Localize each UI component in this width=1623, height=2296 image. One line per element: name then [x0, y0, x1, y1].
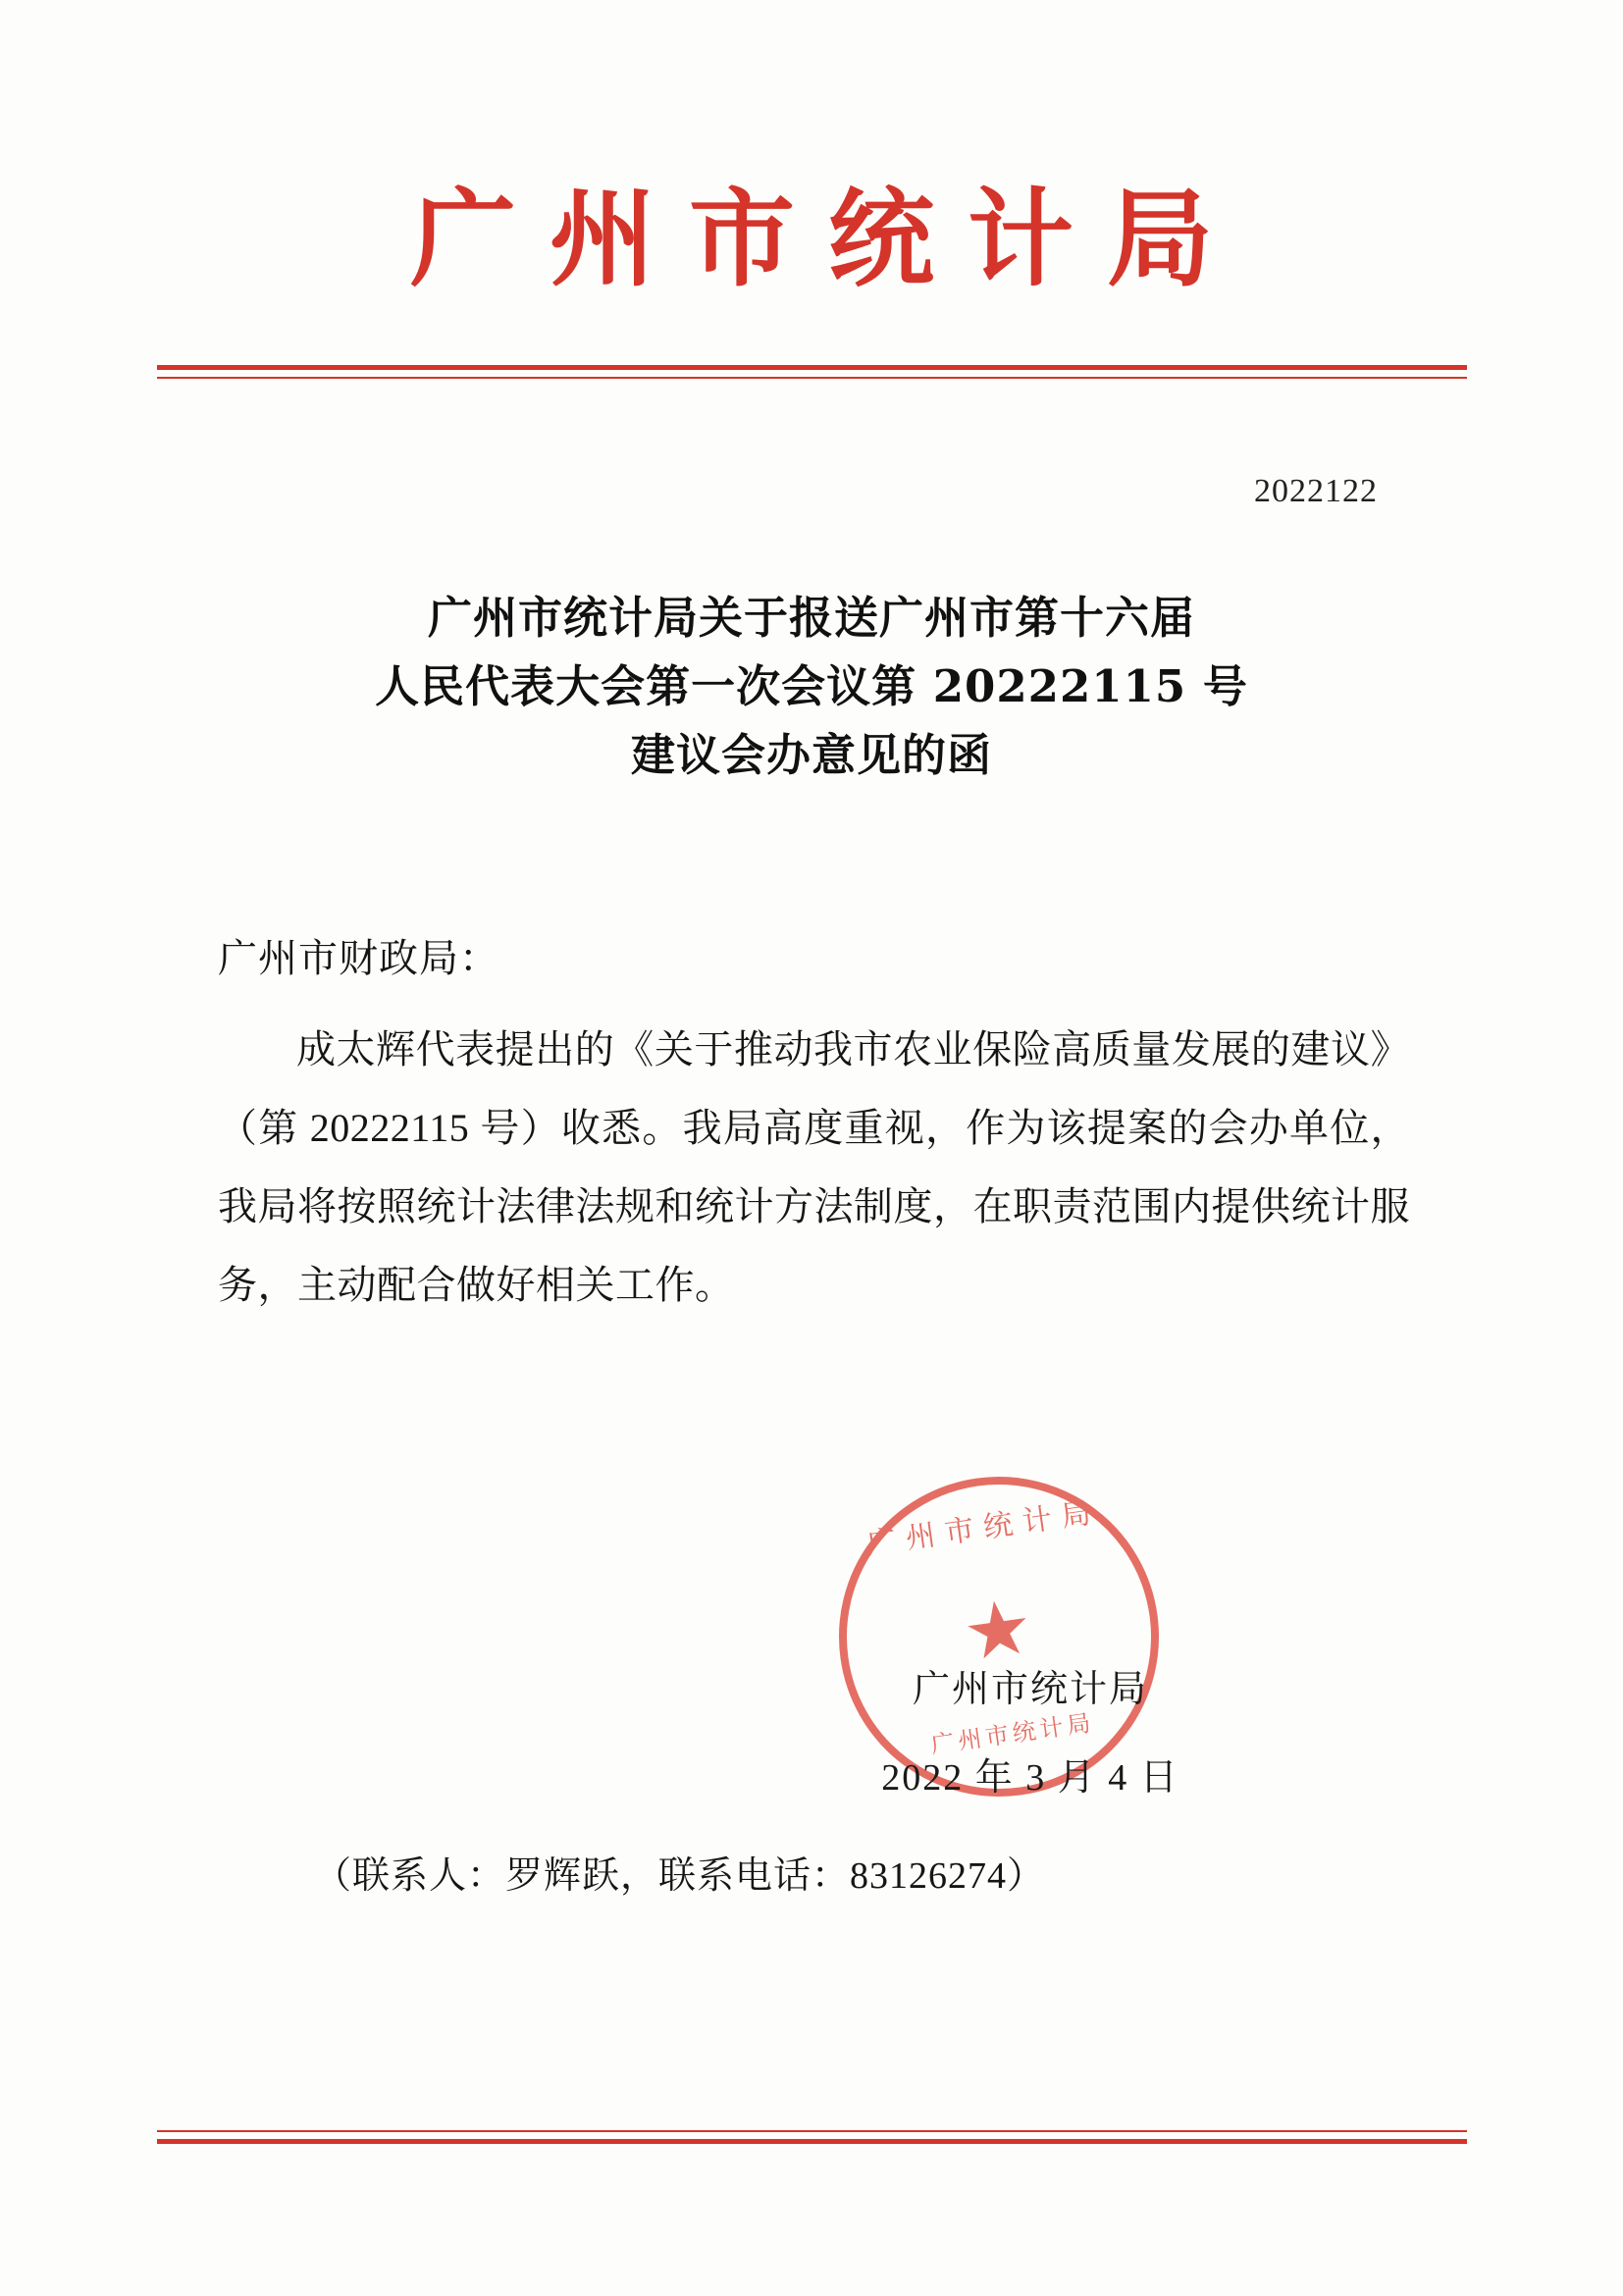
header-rule-thin	[157, 377, 1467, 379]
seal-bottom-text: 广州市统计局	[929, 1710, 1097, 1759]
recipient-line: 广州市财政局：	[218, 936, 499, 980]
document-title-line-1: 广州市统计局关于报送广州市第十六届	[427, 592, 1195, 644]
footer-rule-group	[157, 2130, 1467, 2144]
seal-star-icon: ★	[958, 1583, 1038, 1678]
letterhead-organization-title: 广州市统计局	[409, 178, 1246, 301]
signature-organization: 广州市统计局	[912, 1669, 1148, 1710]
letterhead	[0, 178, 1623, 301]
document-body	[218, 1011, 1410, 1325]
seal-top-text: 广州市统计局	[864, 1494, 1103, 1562]
header-rule-thick	[157, 365, 1467, 370]
document-title	[233, 584, 1390, 789]
header-rule-group	[157, 365, 1467, 379]
document-number: 2022122	[1254, 473, 1378, 509]
body-paragraph: 成太辉代表提出的《关于推动我市农业保险高质量发展的建议》（第 20222115 号）收悉。我局高度重视，作为该提案的会办单位，我局将按照统计法律法规和统计方法制度，在职责范围内提供统计服务，主动配合做好相关工作。	[218, 1027, 1410, 1307]
document-title-line-2: 人民代表大会第一次会议第 20222115 号	[375, 659, 1248, 712]
footer-rule-thin	[157, 2130, 1467, 2132]
signature-date: 2022 年 3 月 4 日	[881, 1757, 1179, 1799]
contact-line: （联系人：罗辉跃，联系电话：83126274）	[314, 1855, 1046, 1897]
document-title-line-3: 建议会办意见的函	[630, 728, 992, 781]
footer-rule-thick	[157, 2139, 1467, 2144]
